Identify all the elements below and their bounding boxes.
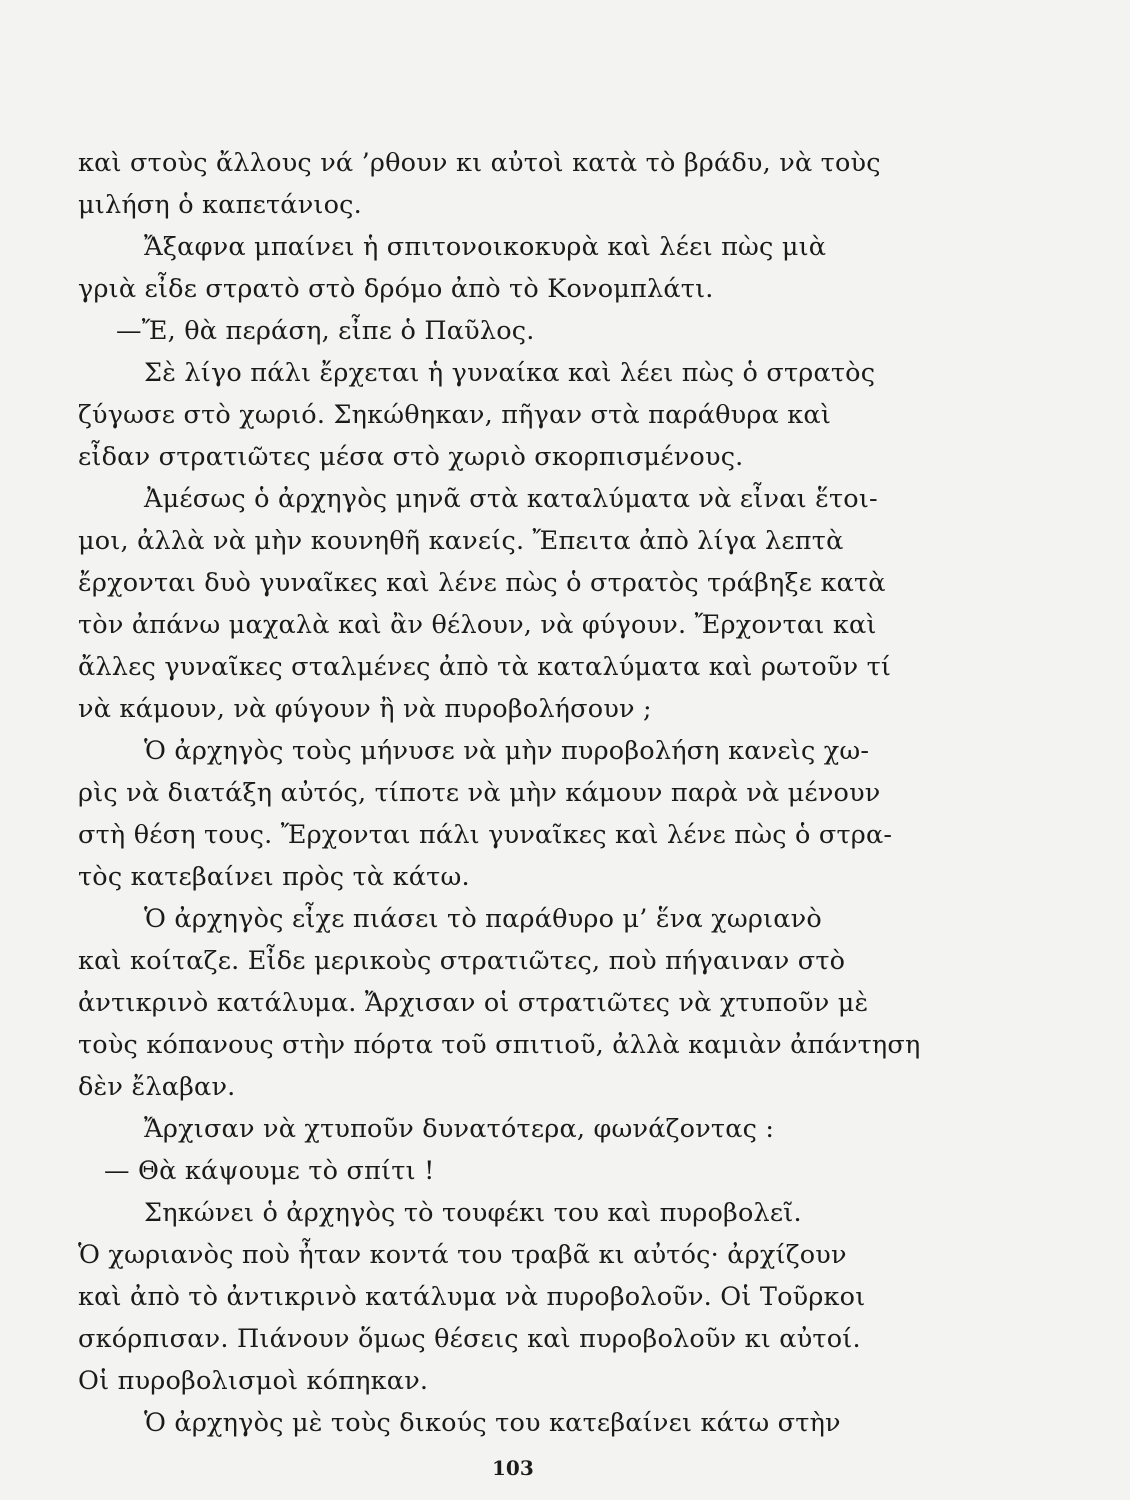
- text-line: Οἱ πυροβολισμοὶ κόπηκαν.: [78, 1366, 429, 1396]
- text-line: Ὁ ἀρχηγὸς μὲ τοὺς δικούς του κατεβαίνει κάτω στὴν: [144, 1408, 841, 1438]
- text-line: γριὰ εἶδε στρατὸ στὸ δρόμο ἀπὸ τὸ Κονομπλάτι.: [78, 274, 714, 304]
- text-line: Ἀμέσως ὁ ἀρχηγὸς μηνᾶ στὰ καταλύματα νὰ εἶναι ἕτοι-: [144, 484, 878, 514]
- text-line: δὲν ἔλαβαν.: [78, 1072, 236, 1102]
- text-line: μοι, ἀλλὰ νὰ μὴν κουνηθῆ κανείς. Ἔπειτα ἀπὸ λίγα λεπτὰ: [78, 526, 844, 556]
- text-line: σκόρπισαν. Πιάνουν ὅμως θέσεις καὶ πυροβολοῦν κι αὐτοί.: [78, 1324, 861, 1354]
- text-line: νὰ κάμουν, νὰ φύγουν ἢ νὰ πυροβολήσουν ;: [78, 694, 652, 724]
- text-line: ρὶς νὰ διατάξη αὐτός, τίποτε νὰ μὴν κάμουν παρὰ νὰ μένουν: [78, 778, 881, 808]
- text-line: τὸς κατεβαίνει πρὸς τὰ κάτω.: [78, 862, 470, 892]
- text-line: Ὁ ἀρχηγὸς τοὺς μήνυσε νὰ μὴν πυροβολήση κανεὶς χω-: [144, 736, 870, 766]
- text-line: Ἄρχισαν νὰ χτυποῦν δυνατότερα, φωνάζοντας :: [144, 1114, 775, 1144]
- text-line: στὴ θέση τους. Ἔρχονται πάλι γυναῖκες καὶ λένε πὼς ὁ στρα-: [78, 820, 893, 850]
- text-line: ζύγωσε στὸ χωριό. Σηκώθηκαν, πῆγαν στὰ παράθυρα καὶ: [78, 400, 832, 430]
- text-line: Ἄξαφνα μπαίνει ἡ σπιτονοικοκυρὰ καὶ λέει πὼς μιὰ: [144, 232, 827, 262]
- text-line: Ὁ χωριανὸς ποὺ ἦταν κοντά του τραβᾶ κι αὐτός· ἀρχίζουν: [78, 1240, 847, 1270]
- text-line: εἶδαν στρατιῶτες μέσα στὸ χωριὸ σκορπισμένους.: [78, 442, 744, 472]
- text-line: Ὁ ἀρχηγὸς εἶχε πιάσει τὸ παράθυρο μ’ ἕνα χωριανὸ: [144, 904, 822, 934]
- text-line: καὶ κοίταζε. Εἶδε μερικοὺς στρατιῶτες, ποὺ πήγαιναν στὸ: [78, 946, 846, 976]
- text-line: —Ἔ, θὰ περάση, εἶπε ὁ Παῦλος.: [116, 316, 535, 346]
- text-line: μιλήση ὁ καπετάνιος.: [78, 190, 362, 220]
- text-line: ἀντικρινὸ κατάλυμα. Ἄρχισαν οἱ στρατιῶτες νὰ χτυποῦν μὲ: [78, 988, 869, 1018]
- text-line: καὶ ἀπὸ τὸ ἀντικρινὸ κατάλυμα νὰ πυροβολοῦν. Οἱ Τοῦρκοι: [78, 1282, 866, 1312]
- text-line: Σηκώνει ὁ ἀρχηγὸς τὸ τουφέκι του καὶ πυροβολεῖ.: [144, 1198, 802, 1228]
- page-number: 103: [492, 1456, 534, 1480]
- text-line: ἔρχονται δυὸ γυναῖκες καὶ λένε πὼς ὁ στρατὸς τράβηξε κατὰ: [78, 568, 886, 598]
- text-line: τοὺς κόπανους στὴν πόρτα τοῦ σπιτιοῦ, ἀλλὰ καμιὰν ἀπάντηση: [78, 1030, 921, 1060]
- text-line: — Θὰ κάψουμε τὸ σπίτι !: [104, 1156, 435, 1186]
- text-line: Σὲ λίγο πάλι ἔρχεται ἡ γυναίκα καὶ λέει πὼς ὁ στρατὸς: [144, 358, 876, 388]
- text-line: καὶ στοὺς ἄλλους νά ’ρθουν κι αὐτοὶ κατὰ τὸ βράδυ, νὰ τοὺς: [78, 148, 881, 178]
- text-line: τὸν ἀπάνω μαχαλὰ καὶ ἂν θέλουν, νὰ φύγουν. Ἔρχονται καὶ: [78, 610, 877, 640]
- text-line: ἄλλες γυναῖκες σταλμένες ἀπὸ τὰ καταλύματα καὶ ρωτοῦν τί: [78, 652, 892, 682]
